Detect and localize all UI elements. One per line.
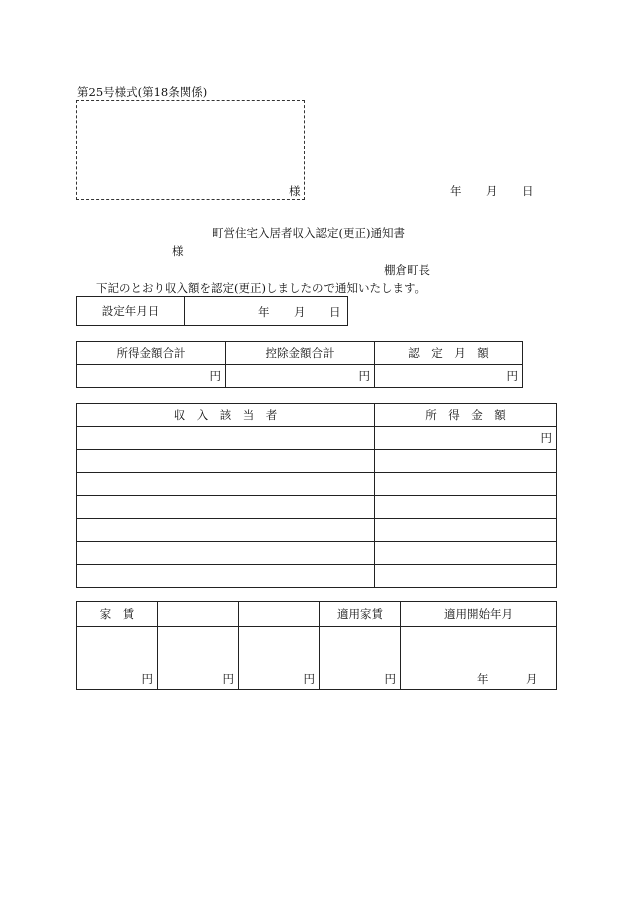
summary-monthly-cell[interactable]: [375, 365, 523, 388]
table-row-amount[interactable]: [375, 565, 557, 588]
yen-unit: 円: [506, 369, 518, 383]
summary-header-deduction: 控除金額合計: [226, 342, 375, 365]
table-row-person[interactable]: [77, 450, 375, 473]
address-box-sama: 様: [289, 184, 301, 198]
income-table: [76, 403, 557, 588]
rent-amount-cell[interactable]: [158, 627, 239, 690]
rent-amount-cell[interactable]: [239, 627, 320, 690]
start-date-year: 年: [477, 672, 489, 686]
table-row-amount[interactable]: [375, 496, 557, 519]
summary-deduction-cell[interactable]: [226, 365, 375, 388]
intro-text: 下記のとおり収入額を認定(更正)しましたので通知いたします。: [96, 281, 427, 295]
yen-unit: 円: [222, 672, 234, 686]
recipient-sama: 様: [172, 244, 184, 258]
table-row-amount[interactable]: [375, 427, 557, 450]
table-row-amount[interactable]: [375, 450, 557, 473]
start-date-month: 月: [526, 672, 538, 686]
applied-rent-cell[interactable]: [320, 627, 401, 690]
summary-header-monthly: 認 定 月 額: [375, 342, 523, 365]
rent-header-blank: [239, 602, 320, 627]
set-date-year: 年: [258, 305, 270, 319]
set-date-month: 月: [294, 305, 306, 319]
address-box: [76, 100, 305, 200]
summary-table: [76, 341, 523, 388]
yen-unit: 円: [384, 672, 396, 686]
summary-header-income: 所得金額合計: [77, 342, 226, 365]
table-row-person[interactable]: [77, 496, 375, 519]
set-date-label: 設定年月日: [77, 297, 185, 326]
start-date-cell[interactable]: [401, 627, 557, 690]
yen-unit: 円: [358, 369, 370, 383]
income-header-person: 収 入 該 当 者: [77, 404, 375, 427]
form-number-label: 第25号様式(第18条関係): [77, 85, 208, 99]
rent-label: 家 賃: [77, 602, 158, 627]
start-date-header: 適用開始年月: [401, 602, 557, 627]
date-month: 月: [486, 184, 498, 198]
table-row-person[interactable]: [77, 565, 375, 588]
date-day: 日: [522, 184, 534, 198]
table-row-amount[interactable]: [375, 519, 557, 542]
date-year: 年: [450, 184, 462, 198]
issuer-name: 棚倉町長: [384, 263, 430, 277]
table-row-person[interactable]: [77, 473, 375, 496]
yen-unit: 円: [303, 672, 315, 686]
table-row-person[interactable]: [77, 519, 375, 542]
table-row-amount[interactable]: [375, 473, 557, 496]
applied-rent-header: 適用家賃: [320, 602, 401, 627]
rent-header-blank: [158, 602, 239, 627]
yen-unit: 円: [141, 672, 153, 686]
rent-amount-cell[interactable]: [77, 627, 158, 690]
yen-unit: 円: [540, 431, 552, 445]
table-row-amount[interactable]: [375, 542, 557, 565]
set-date-table: [76, 296, 348, 326]
rent-table: [76, 601, 557, 690]
table-row-person[interactable]: [77, 427, 375, 450]
summary-income-cell[interactable]: [77, 365, 226, 388]
document-title: 町営住宅入居者収入認定(更正)通知書: [212, 226, 405, 240]
set-date-day: 日: [329, 305, 341, 319]
income-header-amount: 所 得 金 額: [375, 404, 557, 427]
table-row-person[interactable]: [77, 542, 375, 565]
set-date-value[interactable]: [185, 297, 348, 326]
yen-unit: 円: [209, 369, 221, 383]
